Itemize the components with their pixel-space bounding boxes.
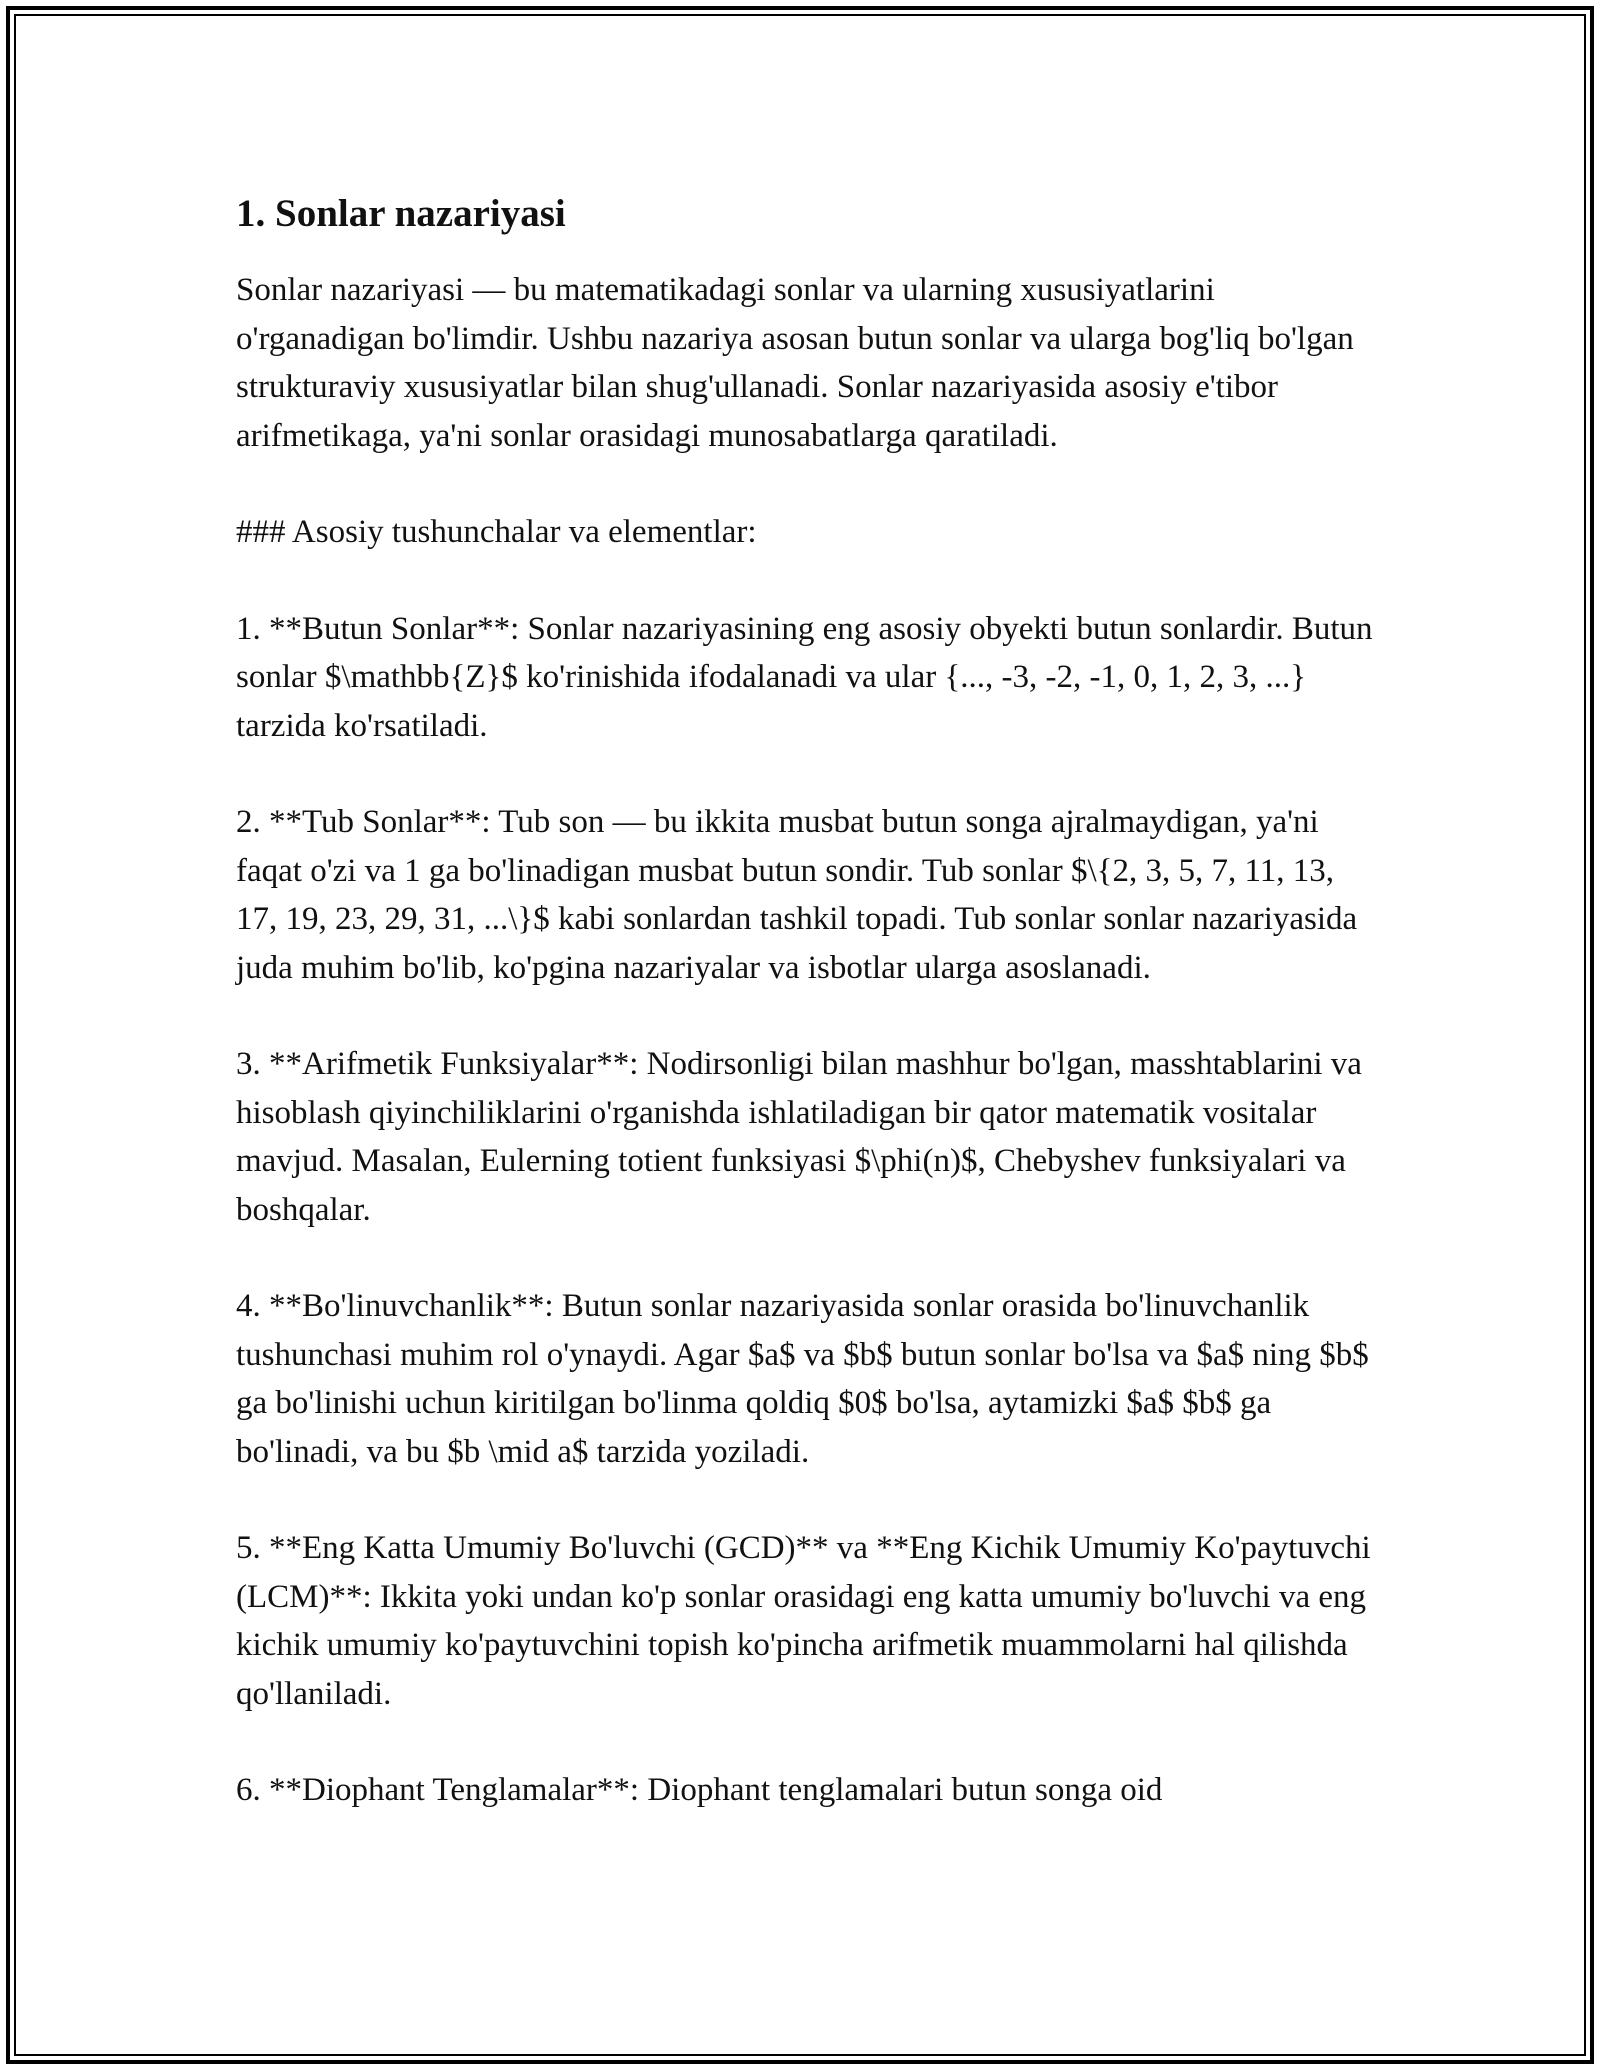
list-item-bolinuvchanlik: 4. **Bo'linuvchanlik**: Butun sonlar nazariyasida sonlar orasida bo'linuvchanlik tushunchasi muhim rol o'ynaydi. Agar $a$ va $b$ butun sonlar bo'lsa va $a$ ning $b$ ga bo'linishi uchun kiritilgan bo'linma qoldiq $0$ bo'lsa, aytamizki $a$ $b$ ga bo'linadi, va bu $b \mid a$ tarzida yoziladi. (236, 1288, 1369, 1470)
intro-paragraph: Sonlar nazariyasi — bu matematikadagi sonlar va ularning xususiyatlarini o'rganadigan bo'limdir. Ushbu nazariya asosan butun sonlar va ularga bog'liq bo'lgan strukturaviy xususiyatlar bilan shug'ullanadi. Sonlar nazariyasida asosiy e'tibor arifmetikaga, ya'ni sonlar orasidagi munosabatlarga qaratiladi. (236, 272, 1354, 454)
list-item-diophant: 6. **Diophant Tenglamalar**: Diophant tenglamalari butun songa oid (236, 1772, 1163, 1808)
section-heading: ### Asosiy tushunchalar va elementlar: (236, 514, 757, 550)
list-item-gcd-lcm: 5. **Eng Katta Umumiy Bo'luvchi (GCD)** va **Eng Kichik Umumiy Ko'paytuvchi (LCM)**: Ikkita yoki undan ko'p sonlar orasidagi eng katta umumiy bo'luvchi va eng kichik umumiy ko'paytuvchini topish ko'pincha arifmetik muammolarni hal qilishda qo'llaniladi. (236, 1530, 1371, 1712)
list-item-butun-sonlar: 1. **Butun Sonlar**: Sonlar nazariyasining eng asosiy obyekti butun sonlardir. Butun sonlar $\mathbb{Z}$ ko'rinishida ifodalanadi va ular {..., -3, -2, -1, 0, 1, 2, 3, ...} tarzida ko'rsatiladi. (236, 610, 1373, 744)
list-item-tub-sonlar: 2. **Tub Sonlar**: Tub son — bu ikkita musbat butun songa ajralmaydigan, ya'ni faqat o'zi va 1 ga bo'linadigan musbat butun sondir. Tub sonlar $\{2, 3, 5, 7, 11, 13, 17, 19, 23, 29, 31, ...\}$ kabi sonlardan tashkil topadi. Tub sonlar sonlar nazariyasida juda muhim bo'lib, ko'pgina nazariyalar va isbotlar ularga asoslanadi. (236, 804, 1358, 986)
list-item-arifmetik-funksiyalar: 3. **Arifmetik Funksiyalar**: Nodirsonligi bilan mashhur bo'lgan, masshtablarini va hisoblash qiyinchiliklarini o'rganishda ishlatiladigan bir qator matematik vositalar mavjud. Masalan, Eulerning totient funksiyasi $\phi(n)$, Chebyshev funksiyalari va boshqalar. (236, 1046, 1362, 1228)
document-title: 1. Sonlar nazariyasi (236, 192, 566, 235)
document-body (236, 186, 1376, 1863)
